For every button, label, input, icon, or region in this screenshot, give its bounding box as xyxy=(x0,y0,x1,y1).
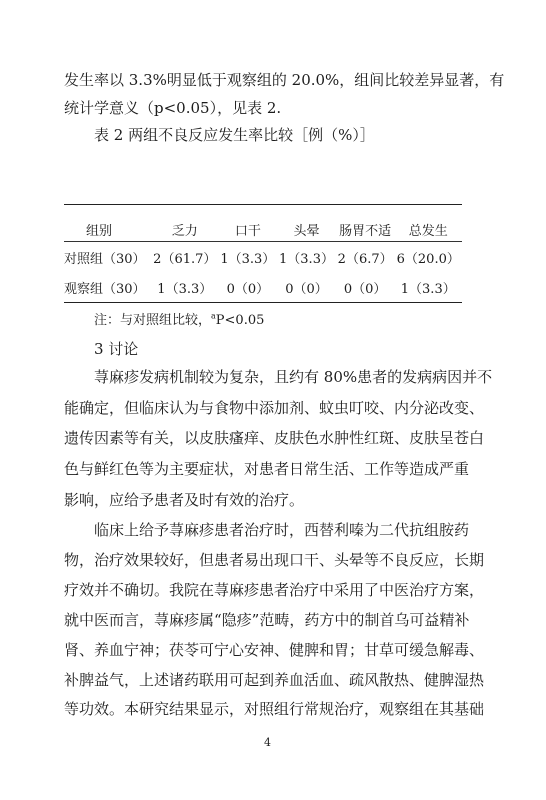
table-header-cell: 乏力 xyxy=(171,223,198,239)
table-cell: 观察组（30） xyxy=(64,281,146,297)
table-cell: 对照组（30） xyxy=(64,251,146,267)
table-header-cell: 组别 xyxy=(86,223,113,239)
paragraph-line: 就中医而言，荨麻疹属“隐疹”范畴，药方中的制首乌可益精补 xyxy=(64,611,470,629)
table-cell: 1（3.3） xyxy=(400,281,456,297)
paragraph-line: 荨麻疹发病机制较为复杂，且约有 80%患者的发病病因并不 xyxy=(94,368,493,386)
table-header-cell: 总发生 xyxy=(408,223,448,239)
paragraph-line: 遗传因素等有关，以皮肤瘙痒、皮肤色水肿性红斑、皮肤呈苍白 xyxy=(64,429,485,447)
paragraph-line: 等功效。本研究结果显示，对照组行常规治疗，观察组在其基础 xyxy=(64,700,485,718)
paragraph-line: 物，治疗效果较好，但患者易出现口干、头晕等不良反应，长期 xyxy=(64,551,485,569)
results-table xyxy=(64,204,462,303)
paragraph-line: 统计学意义（p<0.05），见表 2. xyxy=(64,99,282,117)
paragraph-line: 影响，应给予患者及时有效的治疗。 xyxy=(64,491,305,509)
paragraph-line: 能确定，但临床认为与食物中添加剂、蚊虫叮咬、内分泌改变、 xyxy=(64,399,485,417)
table-cell: 1（3.3） xyxy=(220,251,276,267)
table-cell: 2（6.7） xyxy=(337,251,393,267)
table-cell: 1（3.3） xyxy=(279,251,334,267)
paragraph-line: 疗效并不确切。我院在荨麻疹患者治疗中采用了中医治疗方案， xyxy=(64,581,485,599)
section-heading: 3 讨论 xyxy=(94,340,139,358)
paragraph-line: 发生率以 3.3%明显低于观察组的 20.0%，组间比较差异显著，有 xyxy=(64,71,505,89)
table-row xyxy=(64,272,462,303)
paragraph-line: 补脾益气，上述诸药联用可起到养血活血、疏风散热、健脾湿热 xyxy=(64,671,485,689)
table-header-cell: 肠胃不适 xyxy=(339,223,392,239)
table-note-suffix: P<0.05 xyxy=(215,313,265,328)
paragraph-line: 临床上给予荨麻疹患者治疗时，西替利嗪为二代抗组胺药 xyxy=(94,521,470,539)
table-note-prefix: 注：与对照组比较， xyxy=(94,313,212,328)
paragraph-line: 色与鲜红色等为主要症状，对患者日常生活、工作等造成严重 xyxy=(64,460,470,478)
table-cell: 0（0） xyxy=(226,281,270,297)
table-cell: 1（3.3） xyxy=(157,281,213,297)
table-cell: 0（0） xyxy=(285,281,328,297)
table-header-cell: 口干 xyxy=(234,223,261,239)
table-note xyxy=(94,309,264,328)
table-cell: 6（20.0） xyxy=(396,251,460,267)
table-cell: 2（61.7） xyxy=(153,251,217,267)
table-header-cell: 头晕 xyxy=(293,223,320,239)
paragraph-line: 肾、养血宁神；茯苓可宁心安神、健脾和胃；甘草可缓急解毒、 xyxy=(64,641,485,659)
table-row xyxy=(64,242,462,273)
table-header-row xyxy=(64,205,462,242)
table-cell: 0（0） xyxy=(343,281,387,297)
table-note-superscript: a xyxy=(211,311,216,321)
page-number: 4 xyxy=(264,736,271,749)
table-caption: 表 2 两组不良反应发生率比较［例（%）］ xyxy=(94,126,375,144)
